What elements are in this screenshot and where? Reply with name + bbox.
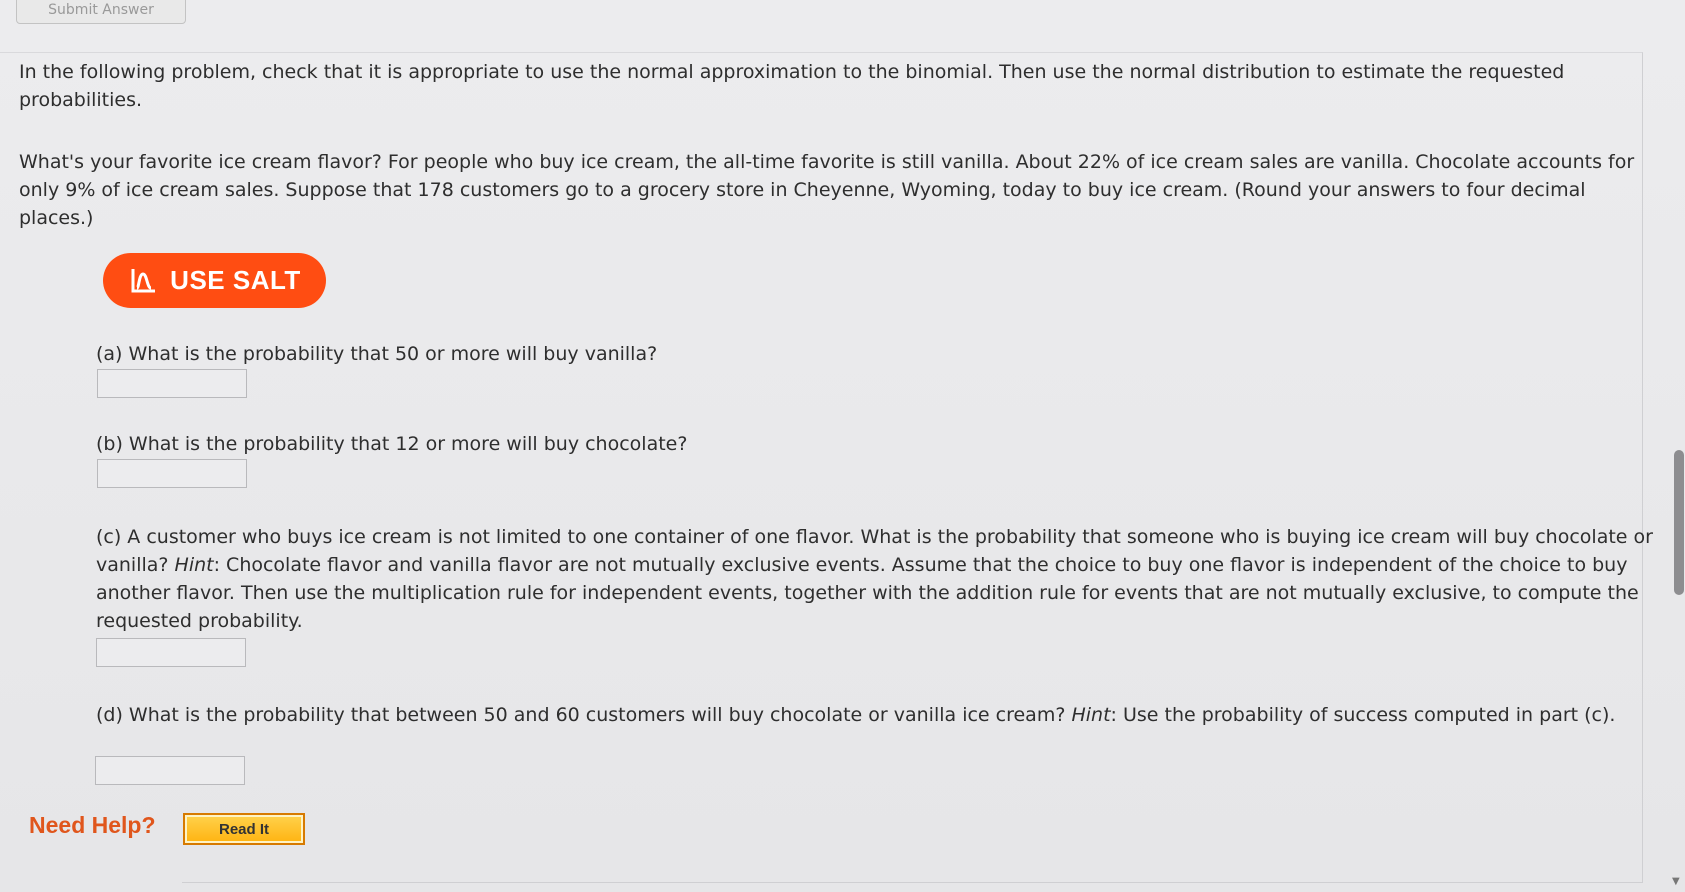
question-d-part2: : Use the probability of success computed in part (c). bbox=[1110, 704, 1616, 726]
instructions-text: In the following problem, check that it is appropriate to use the normal approximation to the binomial. Then use the normal distribution to estimate the requested probabilities. bbox=[19, 61, 1565, 111]
use-salt-button[interactable] bbox=[103, 253, 326, 308]
question-c-hint-label: Hint bbox=[174, 554, 214, 576]
divider bbox=[182, 882, 1642, 883]
answer-b-input[interactable] bbox=[97, 459, 247, 488]
question-d-text bbox=[96, 701, 1656, 729]
question-c-part1: (c) A customer who buys ice cream is not limited to one container of one flavor. What is the probability that someone who is buying ice cream will buy chocolate or vanilla? bbox=[96, 526, 1653, 576]
read-it-button[interactable]: Read It bbox=[183, 813, 305, 845]
salt-logo-icon bbox=[128, 266, 158, 296]
question-c-part2: : Chocolate flavor and vanilla flavor are not mutually exclusive events. Assume that the choice to buy one flavor is independent of the choice to buy another flavor. Then use the multiplication rule for independent events, together with the addition rule for events that are not mutually exclusive, to compute the requested probability. bbox=[96, 554, 1639, 632]
answer-a-input[interactable] bbox=[97, 369, 247, 398]
answer-d-input[interactable] bbox=[95, 756, 245, 785]
scrollbar-thumb[interactable] bbox=[1674, 450, 1684, 595]
submit-answer-button[interactable]: Submit Answer bbox=[16, 0, 186, 24]
use-salt-label: USE SALT bbox=[170, 265, 301, 295]
need-help-label: Need Help? bbox=[29, 812, 156, 838]
answer-c-input[interactable] bbox=[96, 638, 246, 667]
question-c-text bbox=[96, 523, 1656, 635]
problem-statement: What's your favorite ice cream flavor? For people who buy ice cream, the all-time favorite is still vanilla. About 22% of ice cream sales are vanilla. Chocolate accounts for only 9% of ice cream sales. Suppose that 178 customers go to a grocery store in Cheyenne, Wyoming, today to buy ice cream. (Round your answers to four decimal places.) bbox=[19, 151, 1635, 229]
question-d-hint-label: Hint bbox=[1071, 704, 1111, 726]
scroll-down-arrow-icon[interactable]: ▼ bbox=[1672, 876, 1680, 887]
question-a-text: (a) What is the probability that 50 or more will buy vanilla? bbox=[96, 343, 658, 365]
question-d-part1: (d) What is the probability that between 50 and 60 customers will buy chocolate or vanilla ice cream? bbox=[96, 704, 1072, 726]
question-b-text: (b) What is the probability that 12 or more will buy chocolate? bbox=[96, 433, 688, 455]
